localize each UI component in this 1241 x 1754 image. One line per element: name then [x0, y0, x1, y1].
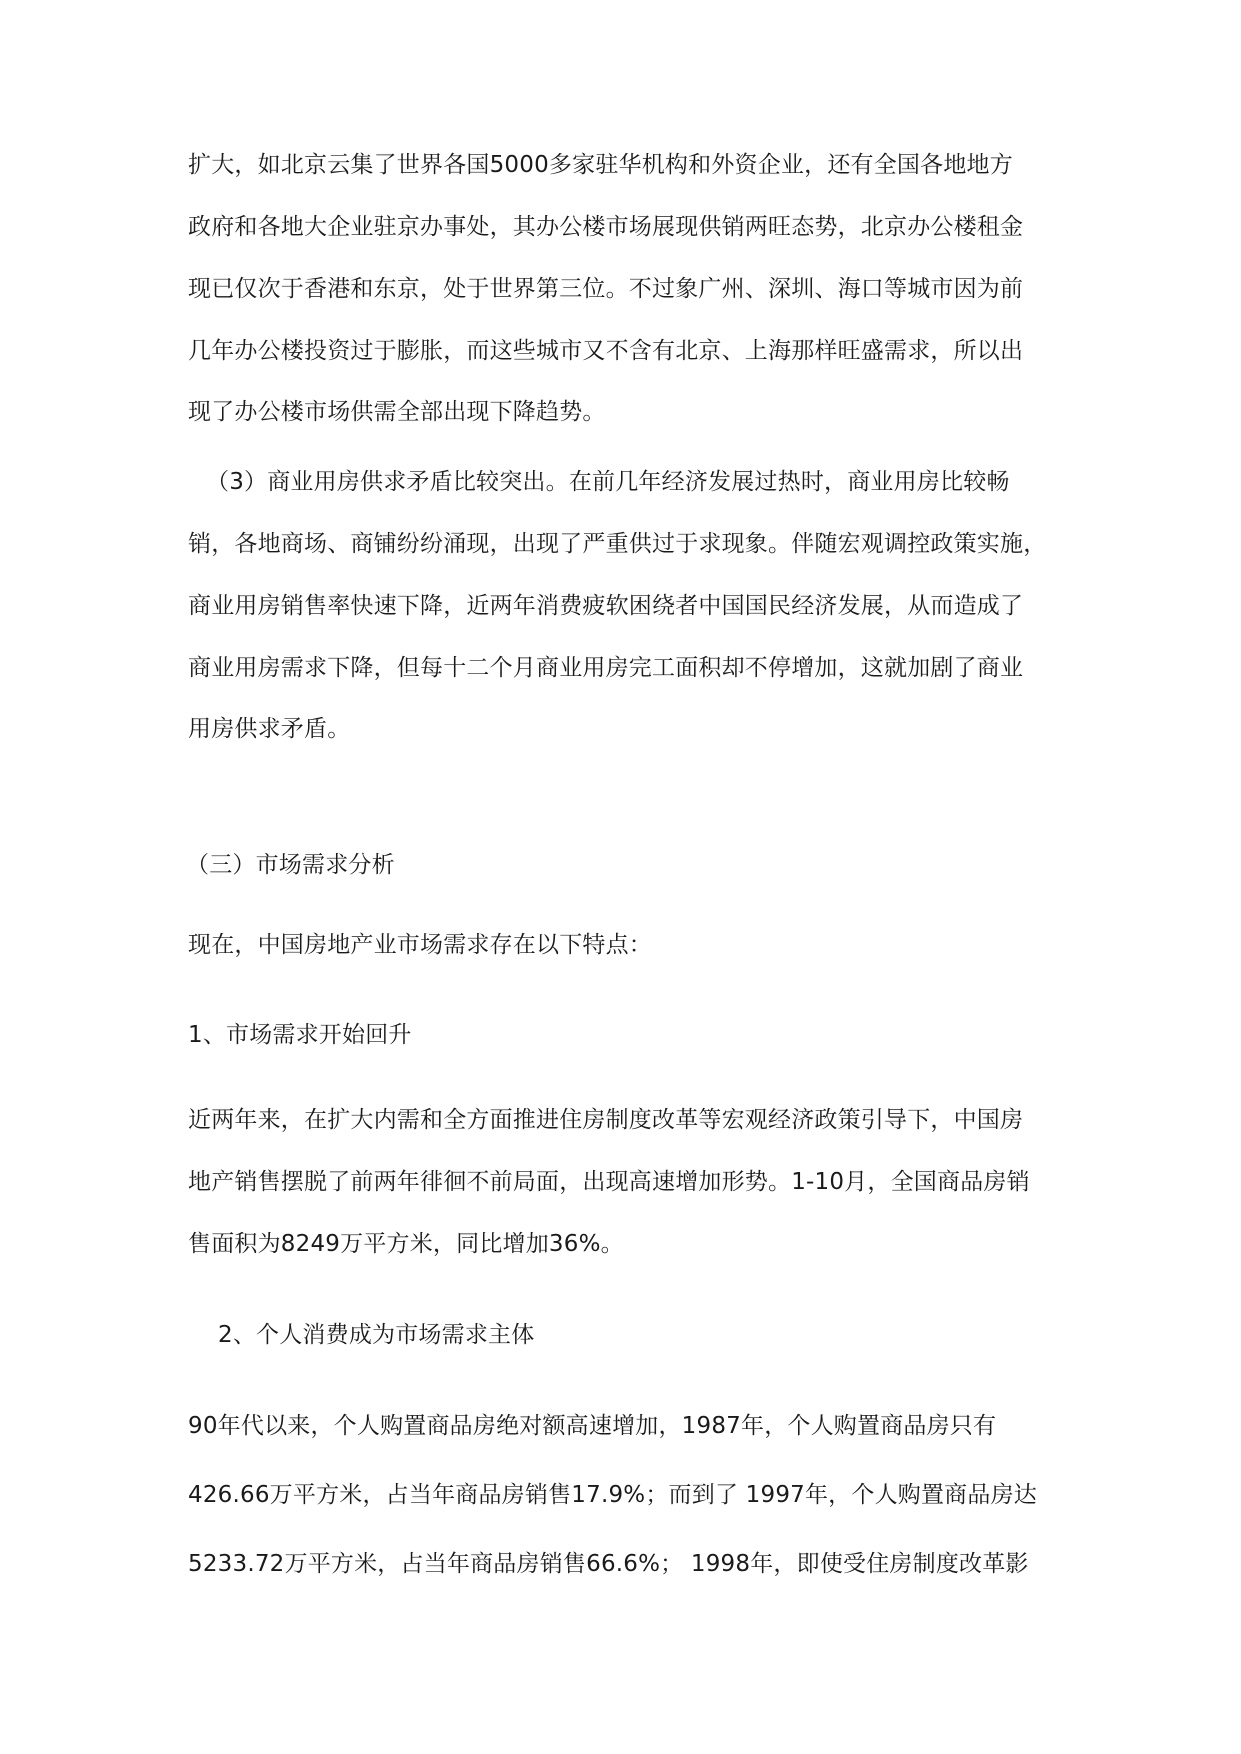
- paragraph-4-line-2: 426.66万平方米，占当年商品房销售17.9%；而到了 1997年，个人购置商品房达: [188, 1482, 1037, 1508]
- paragraph-1-line-5: 现了办公楼市场供需全部出现下降趋势。: [188, 399, 606, 425]
- point-2-title: 2、个人消费成为市场需求主体: [218, 1322, 535, 1348]
- paragraph-4-line-1: 90年代以来，个人购置商品房绝对额高速增加，1987年，个人购置商品房只有: [188, 1413, 997, 1439]
- paragraph-1-line-2: 政府和各地大企业驻京办事处，其办公楼市场展现供销两旺态势，北京办公楼租金: [188, 214, 1024, 240]
- paragraph-4-line-3: 5233.72万平方米，占当年商品房销售66.6%； 1998年，即使受住房制度改革影: [188, 1551, 1029, 1577]
- paragraph-2-line-5: 用房供求矛盾。: [188, 716, 351, 742]
- paragraph-1-line-3: 现已仅次于香港和东京，处于世界第三位。不过象广州、深圳、海口等城市因为前: [188, 276, 1024, 302]
- section-heading: （三）市场需求分析: [186, 852, 395, 878]
- paragraph-3-line-2: 地产销售摆脱了前两年徘徊不前局面，出现高速增加形势。1-10月，全国商品房销: [188, 1169, 1030, 1195]
- paragraph-2-line-1: （3）商业用房供求矛盾比较突出。在前几年经济发展过热时，商业用房比较畅: [206, 469, 1010, 495]
- paragraph-1-line-4: 几年办公楼投资过于膨胀，而这些城市又不含有北京、上海那样旺盛需求，所以出: [188, 338, 1024, 364]
- point-1-title: 1、市场需求开始回升: [188, 1022, 412, 1048]
- paragraph-1-line-1: 扩大，如北京云集了世界各国5000多家驻华机构和外资企业，还有全国各地地方: [188, 152, 1013, 178]
- paragraph-3-line-1: 近两年来，在扩大内需和全方面推进住房制度改革等宏观经济政策引导下，中国房: [188, 1107, 1024, 1133]
- paragraph-2-line-4: 商业用房需求下降，但每十二个月商业用房完工面积却不停增加，这就加剧了商业: [188, 655, 1024, 681]
- paragraph-3-line-3: 售面积为8249万平方米，同比增加36%。: [188, 1231, 624, 1257]
- paragraph-2-line-3: 商业用房销售率快速下降，近两年消费疲软困绕者中国国民经济发展，从而造成了: [188, 593, 1024, 619]
- intro-text: 现在，中国房地产业市场需求存在以下特点：: [188, 932, 652, 958]
- paragraph-2-line-2: 销，各地商场、商铺纷纷涌现，出现了严重供过于求现象。伴随宏观调控政策实施，: [188, 531, 1047, 557]
